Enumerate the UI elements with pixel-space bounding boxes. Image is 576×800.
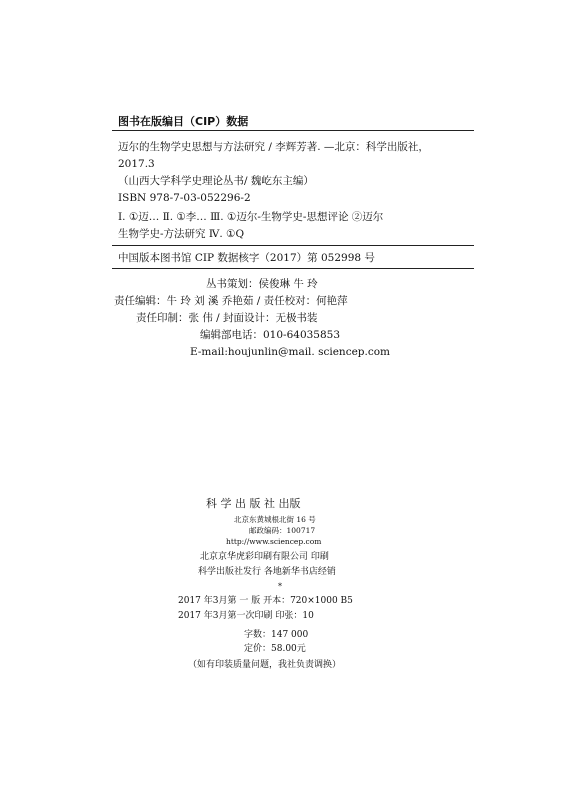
word-count: 字数：147 000	[244, 630, 309, 640]
cip-isbn: ISBN 978-7-03-052296-2	[118, 192, 251, 204]
publisher-line: 科 学 出 版 社 出版	[206, 497, 301, 510]
price: 定价：58.00元	[244, 644, 306, 654]
cip-bottom-rule	[112, 268, 474, 269]
printer-line: 北京京华虎彩印刷有限公司 印刷	[200, 552, 329, 562]
cip-top-rule	[112, 130, 474, 131]
cip-classification-1: Ⅰ. ①迈… Ⅱ. ①李… Ⅲ. ①迈尔-生物学史-思想评论 ②迈尔	[118, 211, 384, 223]
printing-and-cover: 责任印制：张 伟 / 封面设计：无极书装	[136, 312, 318, 324]
publisher-website: http://www.sciencep.com	[226, 537, 322, 546]
cip-classification-2: 生物学史-方法研究 Ⅳ. ①Q	[118, 228, 245, 240]
cip-line-2: 2017.3	[118, 158, 155, 170]
publisher-address: 北京东黄城根北街 16 号	[234, 515, 316, 524]
separator-star: *	[278, 582, 282, 591]
postal-code: 邮政编码：100717	[249, 526, 316, 535]
cip-middle-rule	[112, 245, 474, 246]
distribution-line: 科学出版社发行 各地新华书店经销	[198, 567, 336, 577]
cip-verification-number: 中国版本图书馆 CIP 数据核字（2017）第 052998 号	[118, 252, 375, 264]
quality-notice: （如有印装质量问题，我社负责调换）	[188, 660, 342, 670]
printing-line: 2017 年3月第一次印刷 印张：10	[178, 611, 314, 621]
editorial-phone: 编辑部电话：010-64035853	[200, 329, 341, 341]
responsible-editors: 责任编辑：牛 玲 刘 溪 乔艳茹 / 责任校对：何艳萍	[114, 295, 348, 307]
cip-line-1: 迈尔的生物学史思想与方法研究 / 李辉芳著. —北京：科学出版社，	[118, 141, 429, 153]
series-planning: 丛书策划：侯俊琳 牛 玲	[206, 278, 318, 290]
edition-line: 2017 年3月第 一 版 开本：720×1000 B5	[178, 596, 353, 606]
editorial-email: E-mail:houjunlin@mail. sciencep.com	[190, 346, 391, 358]
cip-heading: 图书在版编目（CIP）数据	[118, 115, 249, 128]
cip-line-3: （山西大学科学史理论丛书/ 魏屹东主编）	[118, 175, 314, 187]
